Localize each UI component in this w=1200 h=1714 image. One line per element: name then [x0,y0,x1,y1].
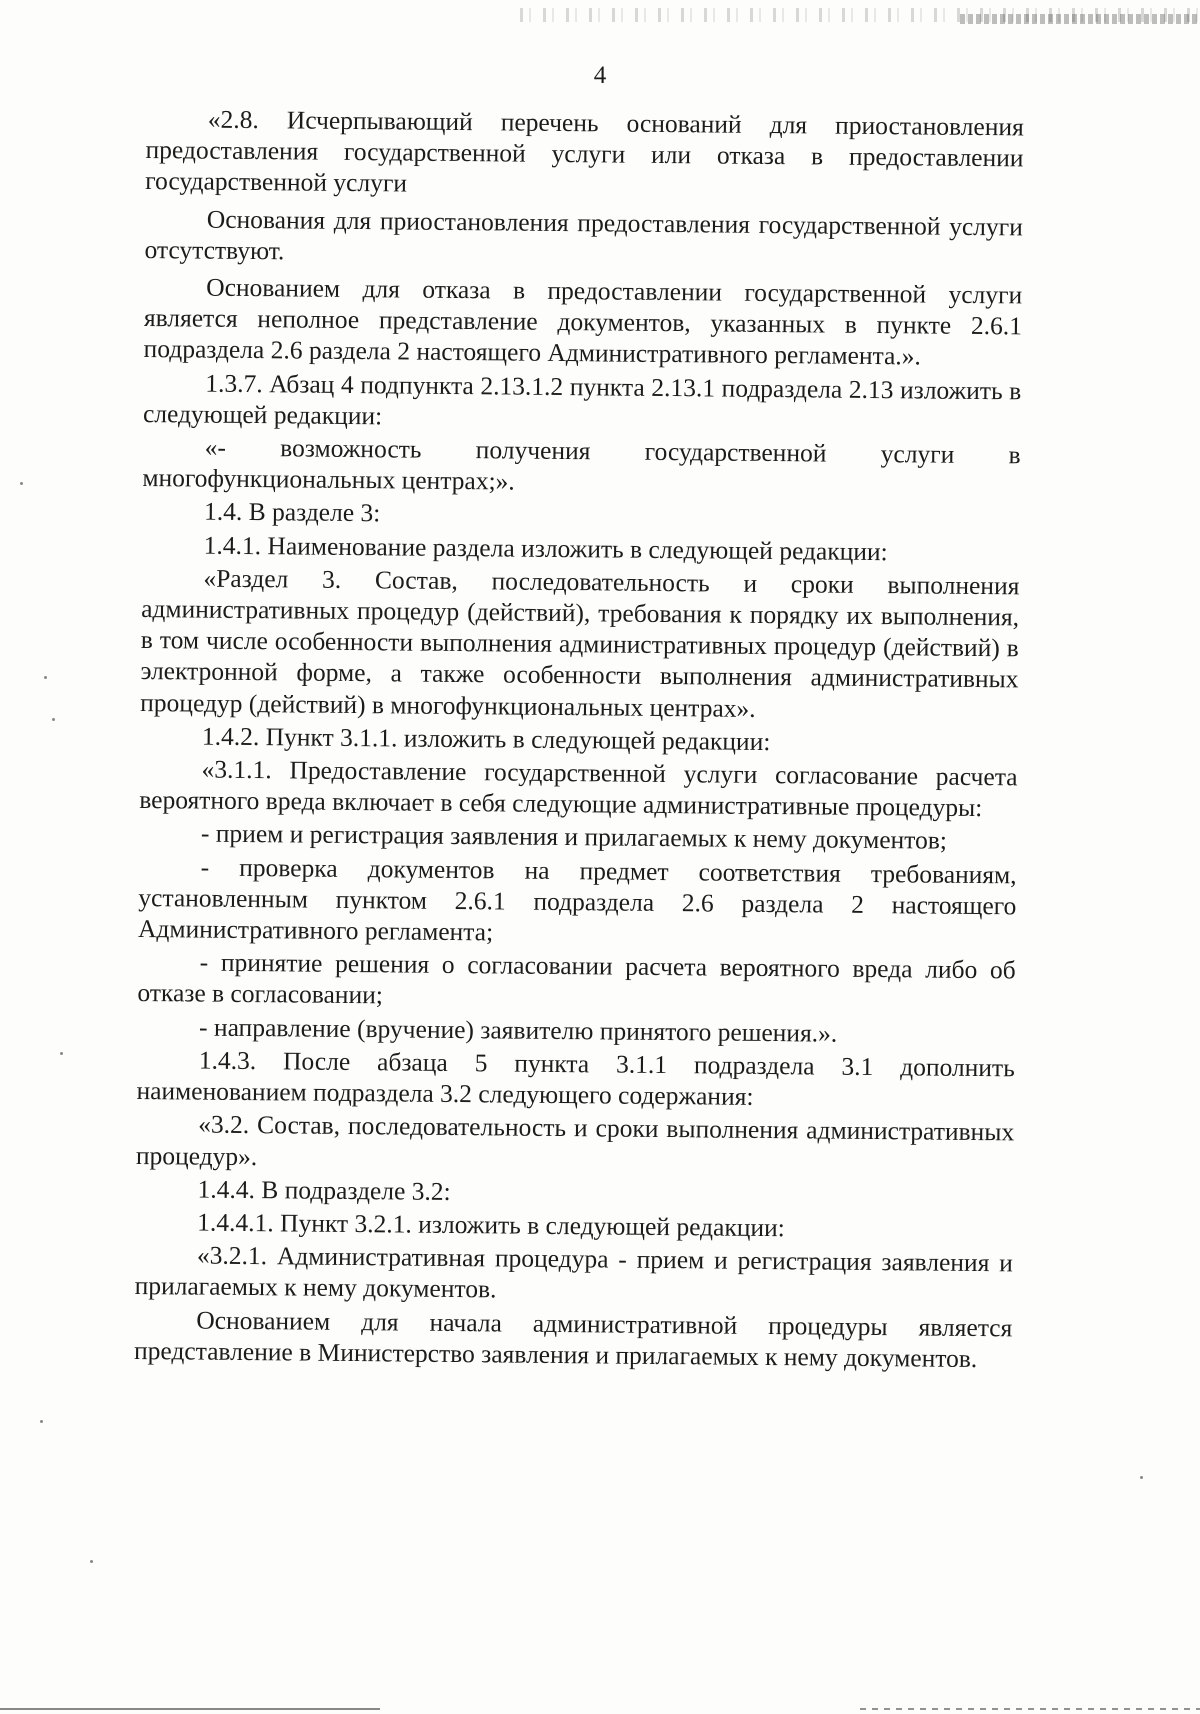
scan-speck [52,718,55,721]
list-item: - направление (вручение) заявителю принятого решения.». [198,1012,838,1048]
scan-speck [1140,1476,1143,1479]
paragraph: 1.4.4. В подразделе 3.2: [197,1174,451,1206]
paragraph: Основанием для начала административной процедуры является представление в Министерство заявления и прилагаемых к нему документов. [133,1305,1013,1373]
scan-artifact-bottom-right [860,1708,1200,1710]
paragraph: Основанием для отказа в предоставлении государственной услуги является неполное представление документов, указанных в пункте 2.6.1 подраздела 2.6 раздела 2 настоящего Административного регламента.». [143,272,1023,371]
scan-artifact-bottom-left [0,1708,380,1710]
document-body [134,103,1024,1376]
paragraph: «Раздел 3. Состав, последовательность и сроки выполнения административных процедур (действий), требования к порядку их выполнения, в том числе особенности выполнения административных процедур (действий) в электронной форме, а также особенности выполнения административных процедур (действий) в многофункциональных центрах». [140,563,1020,723]
paragraph: 1.4.4.1. Пункт 3.2.1. изложить в следующей редакции: [197,1207,785,1243]
scan-speck [20,482,23,485]
paragraph: «- возможность получения государственной услуги в многофункциональных центрах;». [142,432,1021,496]
scan-speck [40,1420,43,1423]
page-number: 4 [593,62,607,89]
paragraph: 1.4. В разделе 3: [203,497,381,528]
paragraph: «3.2.1. Административная процедура - прием и регистрация заявления и прилагаемых к нему документов. [134,1240,1014,1304]
paragraph: «2.8. Исчерпывающий перечень оснований для приостановления предоставления государственной услуги или отказа в предоставлении государственной услуги [145,104,1024,198]
scan-speck [90,1560,93,1563]
paragraph: 1.4.2. Пункт 3.1.1. изложить в следующей редакции: [201,721,771,756]
list-item: - принятие решения о согласовании расчета вероятного вреда либо об отказе в согласовании; [137,947,1016,1010]
scan-speck [60,1052,63,1055]
paragraph: Основания для приостановления предоставления государственной услуги отсутствуют. [144,204,1023,266]
paragraph: 1.3.7. Абзац 4 подпункта 2.13.1.2 пункта 2.13.1 подраздела 2.13 изложить в следующей редакции: [142,368,1022,431]
paragraph: 1.4.3. После абзаца 5 пункта 3.1.1 подраздела 3.1 дополнить наименованием подраздела 3.2 следующего содержания: [136,1045,1015,1111]
paragraph: 1.4.1. Наименование раздела изложить в следующей редакции: [203,530,888,566]
scan-artifact-top-right [960,14,1200,24]
scan-speck [44,676,47,679]
paragraph: «3.1.1. Предоставление государственной услуги согласование расчета вероятного вреда включает в себя следующие административные процедуры: [139,754,1018,823]
paragraph: «3.2. Состав, последовательность и сроки выполнения административных процедур». [135,1109,1015,1171]
list-item: - проверка документов на предмет соответствия требованиям, установленным пунктом 2.6.1 подраздела 2.6 раздела 2 настоящего Административного регламента; [137,852,1017,947]
list-item: - прием и регистрация заявления и прилагаемых к нему документов; [200,819,948,856]
